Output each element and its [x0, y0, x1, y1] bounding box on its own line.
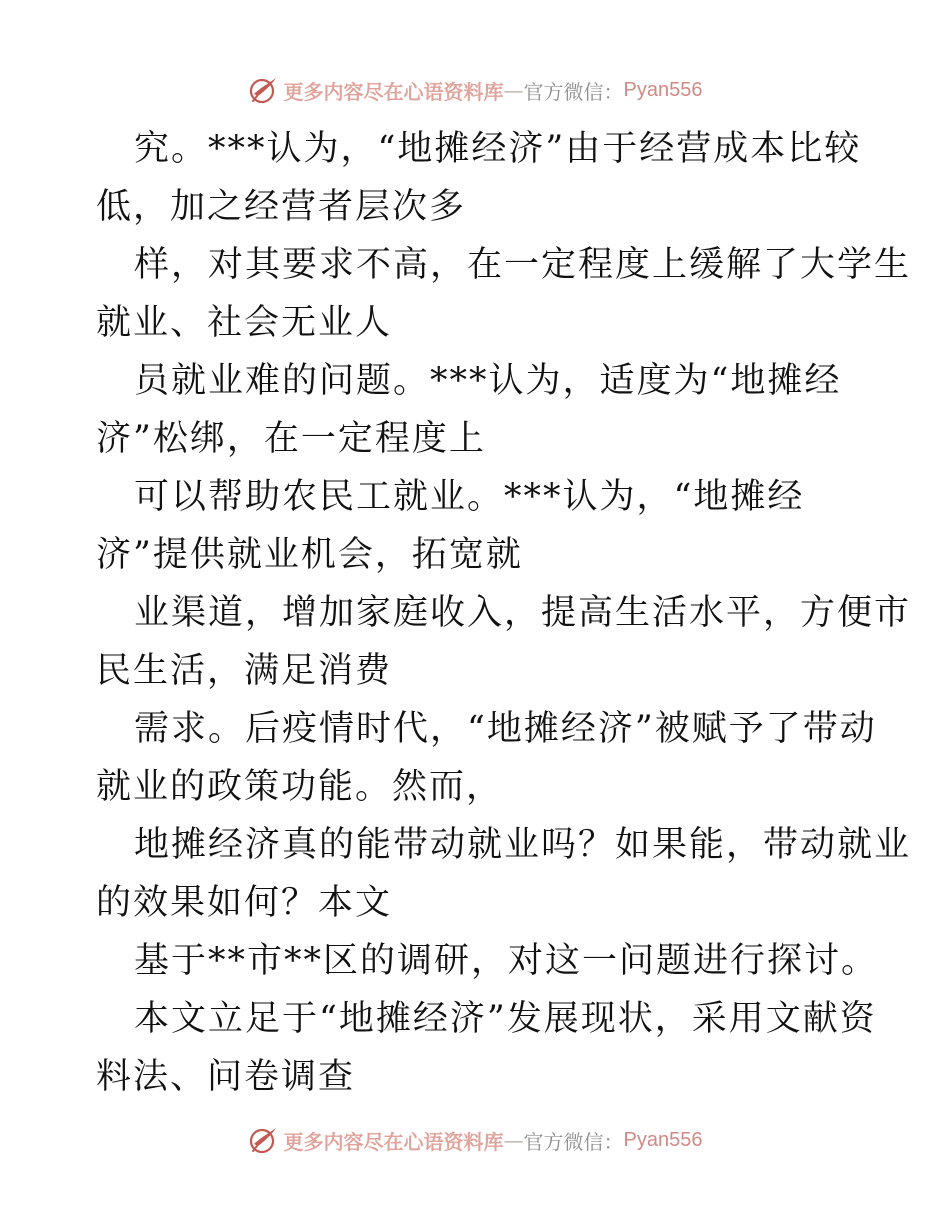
body-line: 低，加之经营者层次多: [96, 187, 467, 227]
banner-wechat-label: 官方微信：: [523, 79, 624, 104]
body-line: 基于**市**区的调研，对这一问题进行探讨。: [134, 941, 879, 981]
body-line: 本文立足于“地摊经济”发展现状，采用文献资: [134, 999, 877, 1039]
body-line: 济”提供就业机会，拓宽就: [96, 535, 523, 575]
body-line: 济”松绑，在一定程度上: [96, 419, 486, 459]
banner-site-name: 更多内容尽在心语资料库: [283, 1129, 504, 1154]
banner-site-name: 更多内容尽在心语资料库: [283, 79, 504, 104]
body-line: 员就业难的问题。***认为，适度为“地摊经: [134, 361, 842, 401]
banner-separator: —: [503, 1128, 524, 1152]
body-line: 的效果如何？本文: [96, 883, 393, 923]
header-banner: [0, 70, 950, 110]
quill-logo-icon: [248, 1124, 280, 1156]
banner-wechat-id: Pyan556: [623, 78, 703, 101]
body-line: 就业的政策功能。然而，: [96, 767, 504, 807]
body-line: 业渠道，增加家庭收入，提高生活水平，方便市: [134, 593, 912, 633]
body-line: 样，对其要求不高，在一定程度上缓解了大学生: [134, 245, 912, 285]
body-line: 需求。后疫情时代，“地摊经济”被赋予了带动: [134, 709, 877, 749]
body-line: 料法、问卷调查: [96, 1057, 356, 1097]
body-line: 民生活，满足消费: [96, 651, 393, 691]
body-line: 就业、社会无业人: [96, 303, 393, 343]
footer-banner: [0, 1120, 950, 1160]
quill-logo-icon: [248, 74, 280, 106]
body-line: 地摊经济真的能带动就业吗？如果能，带动就业: [134, 825, 912, 865]
banner-separator: —: [503, 78, 524, 102]
document-body: [96, 120, 912, 1106]
body-line: 究。***认为，“地摊经济”由于经营成本比较: [134, 129, 862, 169]
body-line: 可以帮助农民工就业。***认为，“地摊经: [134, 477, 805, 517]
banner-wechat-label: 官方微信：: [523, 1129, 624, 1154]
banner-wechat-id: Pyan556: [623, 1128, 703, 1151]
